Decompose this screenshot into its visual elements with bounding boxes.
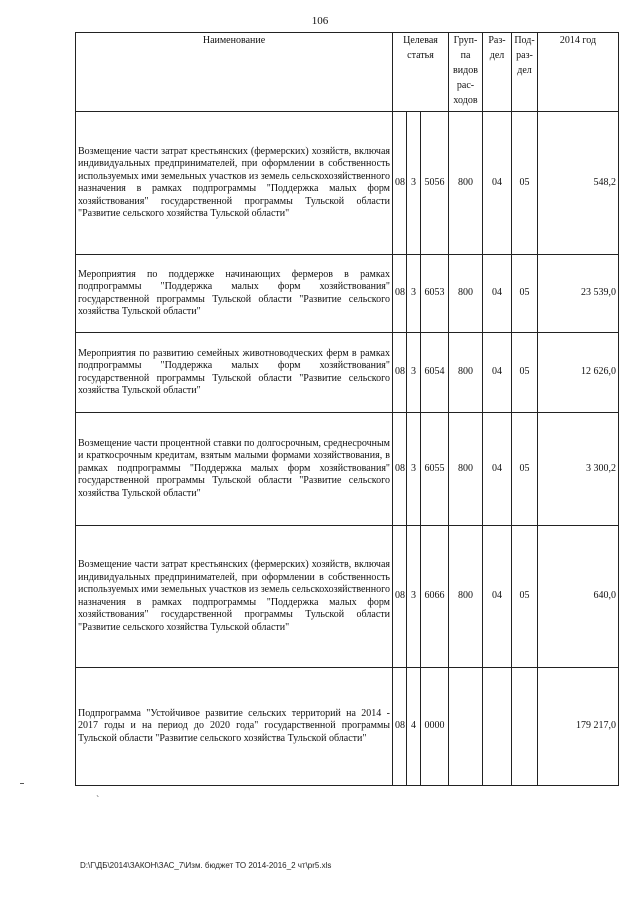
row-target-prog: 08 — [393, 333, 407, 413]
page-number: 106 — [311, 15, 329, 27]
scan-mark — [20, 783, 24, 784]
row-subsection: 05 — [512, 112, 538, 255]
table-row — [76, 112, 619, 255]
row-section — [483, 668, 512, 786]
row-subsection: 05 — [512, 255, 538, 333]
table-row — [76, 333, 619, 413]
row-expense-group — [449, 668, 483, 786]
row-target-subprog: 3 — [407, 333, 421, 413]
header-row — [76, 33, 619, 112]
row-target-subprog: 4 — [407, 668, 421, 786]
row-amount: 179 217,0 — [538, 668, 619, 786]
row-amount: 640,0 — [538, 526, 619, 668]
row-section: 04 — [483, 526, 512, 668]
row-target-code: 0000 — [421, 668, 449, 786]
row-target-subprog: 3 — [407, 112, 421, 255]
row-amount: 12 626,0 — [538, 333, 619, 413]
row-amount: 3 300,2 — [538, 413, 619, 526]
row-section: 04 — [483, 413, 512, 526]
file-path-footer: D:\Г\ДБ\2014\ЗАКОН\ЗАС_7\Изм. бюджет ТО 2014-2016_2 чт\pr5.xls — [80, 861, 332, 870]
row-section: 04 — [483, 255, 512, 333]
row-target-prog: 08 — [393, 112, 407, 255]
row-target-prog: 08 — [393, 413, 407, 526]
row-amount: 23 539,0 — [538, 255, 619, 333]
row-target-code: 6053 — [421, 255, 449, 333]
row-target-code: 6055 — [421, 413, 449, 526]
row-subsection: 05 — [512, 526, 538, 668]
table-row — [76, 255, 619, 333]
row-target-subprog: 3 — [407, 255, 421, 333]
row-name: Мероприятия по поддержке начинающих фермеров в рамках подпрограммы "Поддержка малых форм хозяйствования" государственной программы Тульской области "Развитие сельского хозяйства Тульской области" — [76, 255, 393, 333]
row-target-prog: 08 — [393, 526, 407, 668]
row-expense-group: 800 — [449, 413, 483, 526]
row-expense-group: 800 — [449, 333, 483, 413]
header-subsection: Под-раз-дел — [512, 33, 538, 112]
row-name: Возмещение части затрат крестьянских (фермерских) хозяйств, включая индивидуальных предпринимателей, при оформлении в собственность используемых ими земельных участков из земель сельскохозяйственного назначения в рамках подпрограммы "Поддержка малых форм хозяйствования" государственной программы Тульской области "Развитие сельского хозяйства Тульской области" — [76, 112, 393, 255]
row-expense-group: 800 — [449, 112, 483, 255]
row-target-prog: 08 — [393, 668, 407, 786]
row-target-subprog: 3 — [407, 413, 421, 526]
row-name: Мероприятия по развитию семейных животноводческих ферм в рамках подпрограммы "Поддержка малых форм хозяйствования" государственной программы Тульской области "Развитие сельского хозяйства Тульской области" — [76, 333, 393, 413]
header-year-2014: 2014 год — [538, 33, 619, 112]
header-expense-group: Груп-па видов рас-ходов — [449, 33, 483, 112]
header-section: Раз-дел — [483, 33, 512, 112]
tick-mark: ` — [96, 795, 100, 806]
row-target-code: 6054 — [421, 333, 449, 413]
row-name: Возмещение части затрат крестьянских (фермерских) хозяйств, включая индивидуальных предпринимателей, при оформлении в собственность используемых ими земельных участков из земель сельскохозяйственного назначения в рамках подпрограммы "Поддержка малых форм хозяйствования" государственной программы Тульской области "Развитие сельского хозяйства Тульской области" — [76, 526, 393, 668]
row-subsection — [512, 668, 538, 786]
row-subsection: 05 — [512, 333, 538, 413]
row-name: Подпрограмма "Устойчивое развитие сельских территорий на 2014 - 2017 годы и на период до 2020 года" государственной программы Тульской области "Развитие сельского хозяйства Тульской области" — [76, 668, 393, 786]
row-target-subprog: 3 — [407, 526, 421, 668]
header-name: Наименование — [76, 33, 393, 112]
row-expense-group: 800 — [449, 526, 483, 668]
budget-table — [75, 32, 619, 786]
row-expense-group: 800 — [449, 255, 483, 333]
table-row — [76, 413, 619, 526]
row-section: 04 — [483, 112, 512, 255]
row-name: Возмещение части процентной ставки по долгосрочным, среднесрочным и краткосрочным кредитам, взятым малыми формами хозяйствования, в рамках подпрограммы "Поддержка малых форм хозяйствования" государственной программы Тульской области "Развитие сельского хозяйства Тульской области" — [76, 413, 393, 526]
row-section: 04 — [483, 333, 512, 413]
row-target-code: 6066 — [421, 526, 449, 668]
row-target-code: 5056 — [421, 112, 449, 255]
table-row — [76, 668, 619, 786]
row-subsection: 05 — [512, 413, 538, 526]
row-target-prog: 08 — [393, 255, 407, 333]
table-row — [76, 526, 619, 668]
row-amount: 548,2 — [538, 112, 619, 255]
header-target-article: Целевая статья — [393, 33, 449, 112]
